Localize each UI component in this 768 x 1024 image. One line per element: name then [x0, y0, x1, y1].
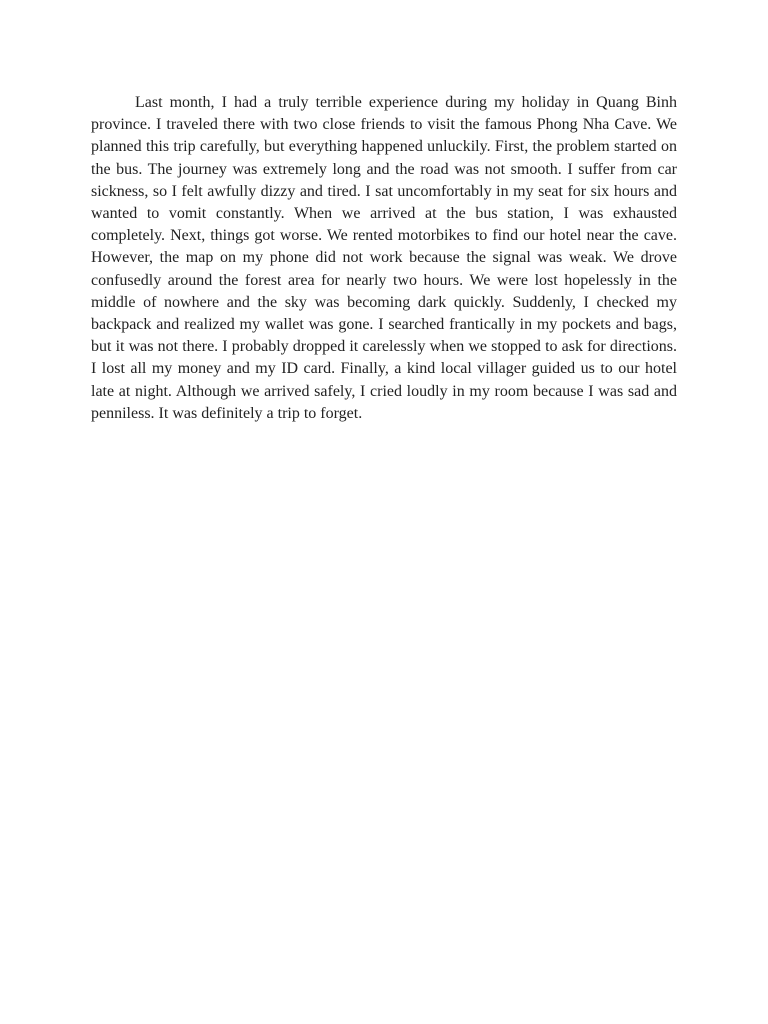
body-paragraph: Last month, I had a truly terrible experience during my holiday in Quang Binh province. I traveled there with two close friends to visit the famous Phong Nha Cave. We planned this trip carefully, but everything happened unluckily. First, the problem started on the bus. The journey was extremely long and the road was not smooth. I suffer from car sickness, so I felt awfully dizzy and tired. I sat uncomfortably in my seat for six hours and wanted to vomit constantly. When we arrived at the bus station, I was exhausted completely. Next, things got worse. We rented motorbikes to find our hotel near the cave. However, the map on my phone did not work because the signal was weak. We drove confusedly around the forest area for nearly two hours. We were lost hopelessly in the middle of nowhere and the sky was becoming dark quickly. Suddenly, I checked my backpack and realized my wallet was gone. I searched frantically in my pockets and bags, but it was not there. I probably dropped it carelessly when we stopped to ask for directions. I lost all my money and my ID card. Finally, a kind local villager guided us to our hotel late at night. Although we arrived safely, I cried loudly in my room because I was sad and penniless. It was definitely a trip to forget. [91, 94, 677, 422]
